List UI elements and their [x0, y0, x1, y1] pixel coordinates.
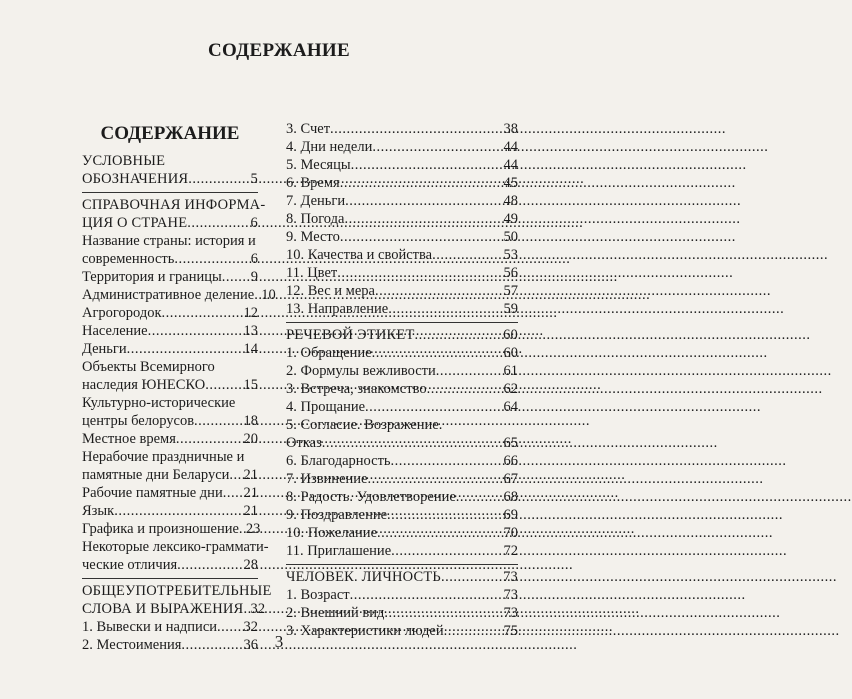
toc-title: СОДЕРЖАНИЕ	[100, 123, 240, 144]
dot-leader	[377, 524, 502, 542]
toc-line	[286, 264, 518, 282]
toc-line-text: ОБЩЕУПОТРЕБИТЕЛЬНЫЕ	[82, 583, 272, 599]
toc-line-text: ОБОЗНАЧЕНИЯ	[82, 171, 189, 187]
toc-page-number: 73	[503, 587, 518, 603]
toc-page-number: 70	[503, 525, 518, 541]
toc-page-number: 57	[503, 283, 518, 299]
dot-leader	[127, 340, 243, 358]
toc-line	[82, 250, 258, 268]
dot-leader	[344, 210, 502, 228]
toc-line	[286, 416, 518, 434]
toc-line-text: 10. Пожелание	[286, 525, 378, 541]
toc-entry[interactable]	[286, 506, 518, 524]
toc-page-number: 56	[503, 265, 518, 281]
toc-entry[interactable]	[286, 362, 518, 380]
dot-leader	[177, 556, 242, 574]
toc-line-text: Графика и произношение	[82, 521, 239, 537]
toc-page-number: 38	[503, 121, 518, 137]
toc-line-text: Отказ	[286, 435, 322, 451]
toc-line	[82, 394, 258, 412]
toc-page-number: 66	[503, 453, 518, 469]
section-divider	[286, 322, 518, 323]
dot-leader	[415, 326, 503, 344]
toc-page-number: 36	[243, 637, 258, 653]
toc-line-text: Местное время	[82, 431, 176, 447]
toc-page-number: 60	[503, 327, 518, 343]
toc-entry[interactable]	[286, 524, 518, 542]
toc-entry[interactable]	[82, 502, 258, 520]
toc-line-text: современность	[82, 251, 175, 267]
toc-line-text: Язык	[82, 503, 115, 519]
toc-entry[interactable]	[286, 264, 518, 282]
toc-entry[interactable]	[286, 228, 518, 246]
toc-line	[286, 380, 518, 398]
toc-line	[82, 322, 258, 340]
dot-leader	[162, 304, 243, 322]
toc-line	[82, 556, 258, 574]
toc-page-number: 65	[503, 435, 518, 451]
dot-leader	[229, 466, 242, 484]
dot-leader	[187, 214, 249, 232]
toc-entry[interactable]	[82, 448, 258, 484]
toc-entry[interactable]	[82, 484, 258, 502]
page-header: СОДЕРЖАНИЕ	[208, 40, 350, 61]
toc-line	[82, 268, 258, 286]
toc-entry[interactable]	[286, 282, 518, 300]
toc-page-number: 53	[503, 247, 518, 263]
toc-page-number: 75	[503, 623, 518, 639]
toc-line	[286, 506, 518, 524]
toc-entry[interactable]	[286, 138, 518, 156]
toc-line	[82, 520, 261, 538]
toc-entry[interactable]	[82, 286, 276, 304]
toc-page-number: 21	[243, 485, 258, 501]
toc-page-number: 14	[243, 341, 258, 357]
toc-line	[82, 340, 258, 358]
toc-entry[interactable]	[286, 586, 518, 604]
toc-line-text: Объекты Всемирного	[82, 359, 215, 375]
toc-line-text: Население	[82, 323, 148, 339]
toc-page-number: 59	[503, 301, 518, 317]
toc-line	[286, 192, 518, 210]
toc-line-text: УСЛОВНЫЕ	[82, 153, 166, 169]
page-number: 3	[274, 632, 284, 651]
toc-line-text: 6. Время	[286, 175, 340, 191]
toc-line-text: ЦИЯ О СТРАНЕ	[82, 215, 188, 231]
toc-page-number: 73	[503, 569, 518, 585]
toc-line-text: Административное деление	[82, 287, 255, 303]
toc-line-text: РЕЧЕВОЙ ЭТИКЕТ	[286, 327, 415, 343]
toc-line-text: СПРАВОЧНАЯ ИНФОРМА-	[82, 197, 266, 213]
toc-page-number: 6	[250, 215, 258, 231]
toc-page-number: 73	[503, 605, 518, 621]
toc-page-number: 6	[250, 251, 258, 267]
toc-entry[interactable]	[82, 520, 261, 538]
toc-line	[82, 376, 258, 394]
dot-leader	[345, 192, 502, 210]
dot-leader	[456, 488, 503, 506]
toc-line-text: Рабочие памятные дни	[82, 485, 223, 501]
toc-line-text: 7. Извинение	[286, 471, 368, 487]
toc-section[interactable]	[82, 196, 266, 232]
toc-page-number: 61	[503, 363, 518, 379]
toc-page-number: 49	[503, 211, 518, 227]
toc-line-text: 2. Местоимения	[82, 637, 182, 653]
toc-line	[286, 228, 518, 246]
toc-line	[82, 304, 258, 322]
dot-leader	[340, 174, 503, 192]
toc-line	[82, 502, 258, 520]
dot-leader	[387, 506, 502, 524]
toc-line	[286, 452, 518, 470]
dot-leader	[384, 604, 502, 622]
toc-line	[82, 214, 258, 232]
toc-entry[interactable]	[286, 156, 518, 174]
toc-line-text: 10. Качества и свойства	[286, 247, 433, 263]
toc-section[interactable]	[286, 326, 518, 344]
toc-line	[82, 196, 266, 214]
toc-entry[interactable]	[82, 268, 258, 286]
toc-entry[interactable]	[286, 120, 518, 138]
toc-line	[286, 362, 518, 380]
toc-entry[interactable]	[286, 488, 518, 506]
toc-line	[286, 326, 518, 344]
toc-entry[interactable]	[82, 304, 258, 322]
toc-entry[interactable]	[286, 452, 518, 470]
toc-line-text: 8. Погода	[286, 211, 345, 227]
toc-line-text: Некоторые лексико-граммати-	[82, 539, 269, 555]
toc-line-text: 6. Благодарность	[286, 453, 391, 469]
toc-line	[82, 582, 272, 600]
dot-leader	[223, 484, 243, 502]
toc-line	[286, 344, 518, 362]
dot-leader	[176, 430, 243, 448]
toc-section[interactable]	[82, 152, 258, 188]
dot-leader	[441, 568, 502, 586]
toc-entry[interactable]	[286, 174, 518, 192]
section-divider	[82, 192, 258, 193]
toc-line	[286, 434, 518, 452]
dot-leader	[114, 502, 242, 520]
toc-page-number: 44	[503, 139, 518, 155]
toc-line	[286, 138, 518, 156]
dot-leader	[340, 228, 503, 246]
toc-section[interactable]	[82, 582, 272, 618]
toc-page-number: 21	[243, 503, 258, 519]
toc-page-number: 12	[243, 305, 258, 321]
dot-leader	[372, 138, 502, 156]
toc-page-number: 62	[503, 381, 518, 397]
toc-page-number: 20	[243, 431, 258, 447]
toc-entry[interactable]	[286, 416, 518, 452]
toc-entry[interactable]	[82, 232, 258, 268]
toc-line	[286, 174, 518, 192]
toc-page-number: 28	[243, 557, 258, 573]
toc-line	[82, 466, 258, 484]
toc-entry[interactable]	[286, 380, 518, 398]
toc-line	[82, 600, 266, 618]
toc-entry[interactable]	[82, 394, 258, 430]
dot-leader	[350, 586, 503, 604]
toc-entry[interactable]	[286, 470, 518, 488]
section-divider	[82, 578, 258, 579]
toc-page-number: 50	[503, 229, 518, 245]
toc-line-text: 4. Дни недели	[286, 139, 373, 155]
toc-line	[82, 170, 258, 188]
toc-line-text: 4. Прощание	[286, 399, 366, 415]
dot-leader	[388, 300, 502, 318]
toc-right-list	[286, 120, 518, 640]
toc-line	[82, 286, 276, 304]
toc-entry[interactable]	[286, 344, 518, 362]
dot-leader	[205, 376, 242, 394]
toc-line-text: 5. Согласие. Возражение.	[286, 417, 443, 433]
toc-line-text: 5. Месяцы	[286, 157, 351, 173]
toc-line	[286, 470, 518, 488]
toc-line-text: ЧЕЛОВЕК. ЛИЧНОСТЬ	[286, 569, 441, 585]
toc-line	[82, 232, 258, 250]
toc-page-number: 44	[503, 157, 518, 173]
toc-page-number: 67	[503, 471, 518, 487]
toc-line	[286, 542, 518, 560]
section-divider	[286, 564, 518, 565]
toc-line-text: 11. Приглашение	[286, 543, 392, 559]
toc-line	[82, 448, 258, 466]
toc-line-text: 3. Счет	[286, 121, 331, 137]
toc-line-text: 1. Обращение	[286, 345, 372, 361]
toc-line-text: Деньги	[82, 341, 127, 357]
toc-right-column	[286, 120, 518, 640]
dot-leader	[322, 434, 503, 452]
toc-page-number: 32	[250, 601, 266, 617]
toc-line	[286, 300, 518, 318]
toc-page-number: 21	[243, 467, 258, 483]
toc-page-number: 45	[503, 175, 518, 191]
toc-page-number: 15	[243, 377, 258, 393]
toc-line	[286, 210, 518, 228]
dot-leader	[222, 268, 250, 286]
dot-leader	[330, 120, 502, 138]
toc-page-number: 10	[261, 287, 276, 303]
toc-line-text: Агрогородок	[82, 305, 162, 321]
dot-leader	[351, 156, 503, 174]
dot-leader	[427, 380, 503, 398]
toc-page-number: 48	[503, 193, 518, 209]
dot-leader	[367, 470, 502, 488]
dot-leader	[337, 264, 502, 282]
toc-entry[interactable]	[286, 604, 518, 622]
toc-line-text: центры белорусов	[82, 413, 195, 429]
toc-line-text: памятные дни Беларуси	[82, 467, 230, 483]
toc-left-column	[82, 122, 276, 654]
toc-entry[interactable]	[82, 340, 258, 358]
toc-page-number: 5	[250, 171, 258, 187]
toc-line-text: 1. Вывески и надписи	[82, 619, 218, 635]
toc-entry[interactable]	[286, 300, 518, 318]
toc-entry[interactable]	[286, 210, 518, 228]
toc-page-number: 69	[503, 507, 518, 523]
toc-line	[286, 156, 518, 174]
dot-leader	[436, 362, 503, 380]
toc-line	[286, 488, 518, 506]
toc-page-number: 68	[503, 489, 518, 505]
toc-page-number: 18	[243, 413, 258, 429]
dot-leader	[148, 322, 243, 340]
toc-line-text: Название страны: история и	[82, 233, 256, 249]
toc-line-text: Нерабочие праздничные и	[82, 449, 245, 465]
toc-line	[82, 430, 258, 448]
toc-line-text: 13. Направление	[286, 301, 389, 317]
dot-leader	[194, 412, 242, 430]
dot-leader	[365, 398, 502, 416]
toc-line-text: 8. Радость. Удовлетворение	[286, 489, 456, 505]
toc-line-text: 3. Характеристики людей	[286, 623, 444, 639]
toc-entry[interactable]	[82, 358, 258, 394]
toc-left-list	[82, 152, 276, 654]
dot-leader	[375, 282, 503, 300]
toc-page-number: 9	[250, 269, 258, 285]
toc-line-text: наследия ЮНЕСКО	[82, 377, 206, 393]
toc-line	[286, 398, 518, 416]
toc-line-text: 2. Внешний вид	[286, 605, 385, 621]
toc-line	[286, 568, 518, 586]
toc-line-text: Культурно-исторические	[82, 395, 236, 411]
toc-line-text: 1. Возраст	[286, 587, 350, 603]
toc-page-number: 64	[503, 399, 518, 415]
toc-entry[interactable]	[286, 542, 518, 560]
toc-page-number: 23	[245, 521, 261, 537]
dot-leader	[432, 246, 502, 264]
toc-entry[interactable]	[286, 398, 518, 416]
toc-entry[interactable]	[286, 192, 518, 210]
toc-entry[interactable]	[82, 538, 269, 574]
toc-line-text: 9. Поздравление	[286, 507, 388, 523]
toc-line-text: 12. Вес и мера	[286, 283, 375, 299]
toc-page-number: 13	[243, 323, 258, 339]
toc-section[interactable]	[286, 568, 518, 586]
dot-leader	[188, 170, 249, 188]
toc-line-text: Территория и границы	[82, 269, 222, 285]
toc-page-number: 72	[503, 543, 518, 559]
toc-line	[82, 484, 258, 502]
toc-line	[286, 120, 518, 138]
toc-page-number: 60	[503, 345, 518, 361]
dot-leader	[372, 344, 503, 362]
toc-entry[interactable]	[82, 430, 258, 448]
toc-line	[82, 412, 258, 430]
toc-line	[82, 538, 269, 556]
toc-line-text: 11. Цвет	[286, 265, 338, 281]
toc-line-text: СЛОВА И ВЫРАЖЕНИЯ	[82, 601, 244, 617]
toc-line	[286, 246, 518, 264]
toc-line-text: 9. Место	[286, 229, 340, 245]
toc-page-number: 32	[243, 619, 258, 635]
toc-line	[286, 282, 518, 300]
toc-line-text: 3. Встреча, знакомство	[286, 381, 427, 397]
toc-line	[286, 524, 518, 542]
toc-line	[82, 358, 258, 376]
toc-entry[interactable]	[82, 322, 258, 340]
toc-line	[286, 586, 518, 604]
toc-line-text: 2. Формулы вежливости	[286, 363, 436, 379]
dot-leader	[174, 250, 249, 268]
toc-entry[interactable]	[286, 246, 518, 264]
toc-line-text: ческие отличия	[82, 557, 178, 573]
toc-line	[82, 152, 258, 170]
toc-line-text: 7. Деньги	[286, 193, 346, 209]
dot-leader	[391, 542, 502, 560]
dot-leader	[391, 452, 503, 470]
toc-line	[286, 604, 518, 622]
